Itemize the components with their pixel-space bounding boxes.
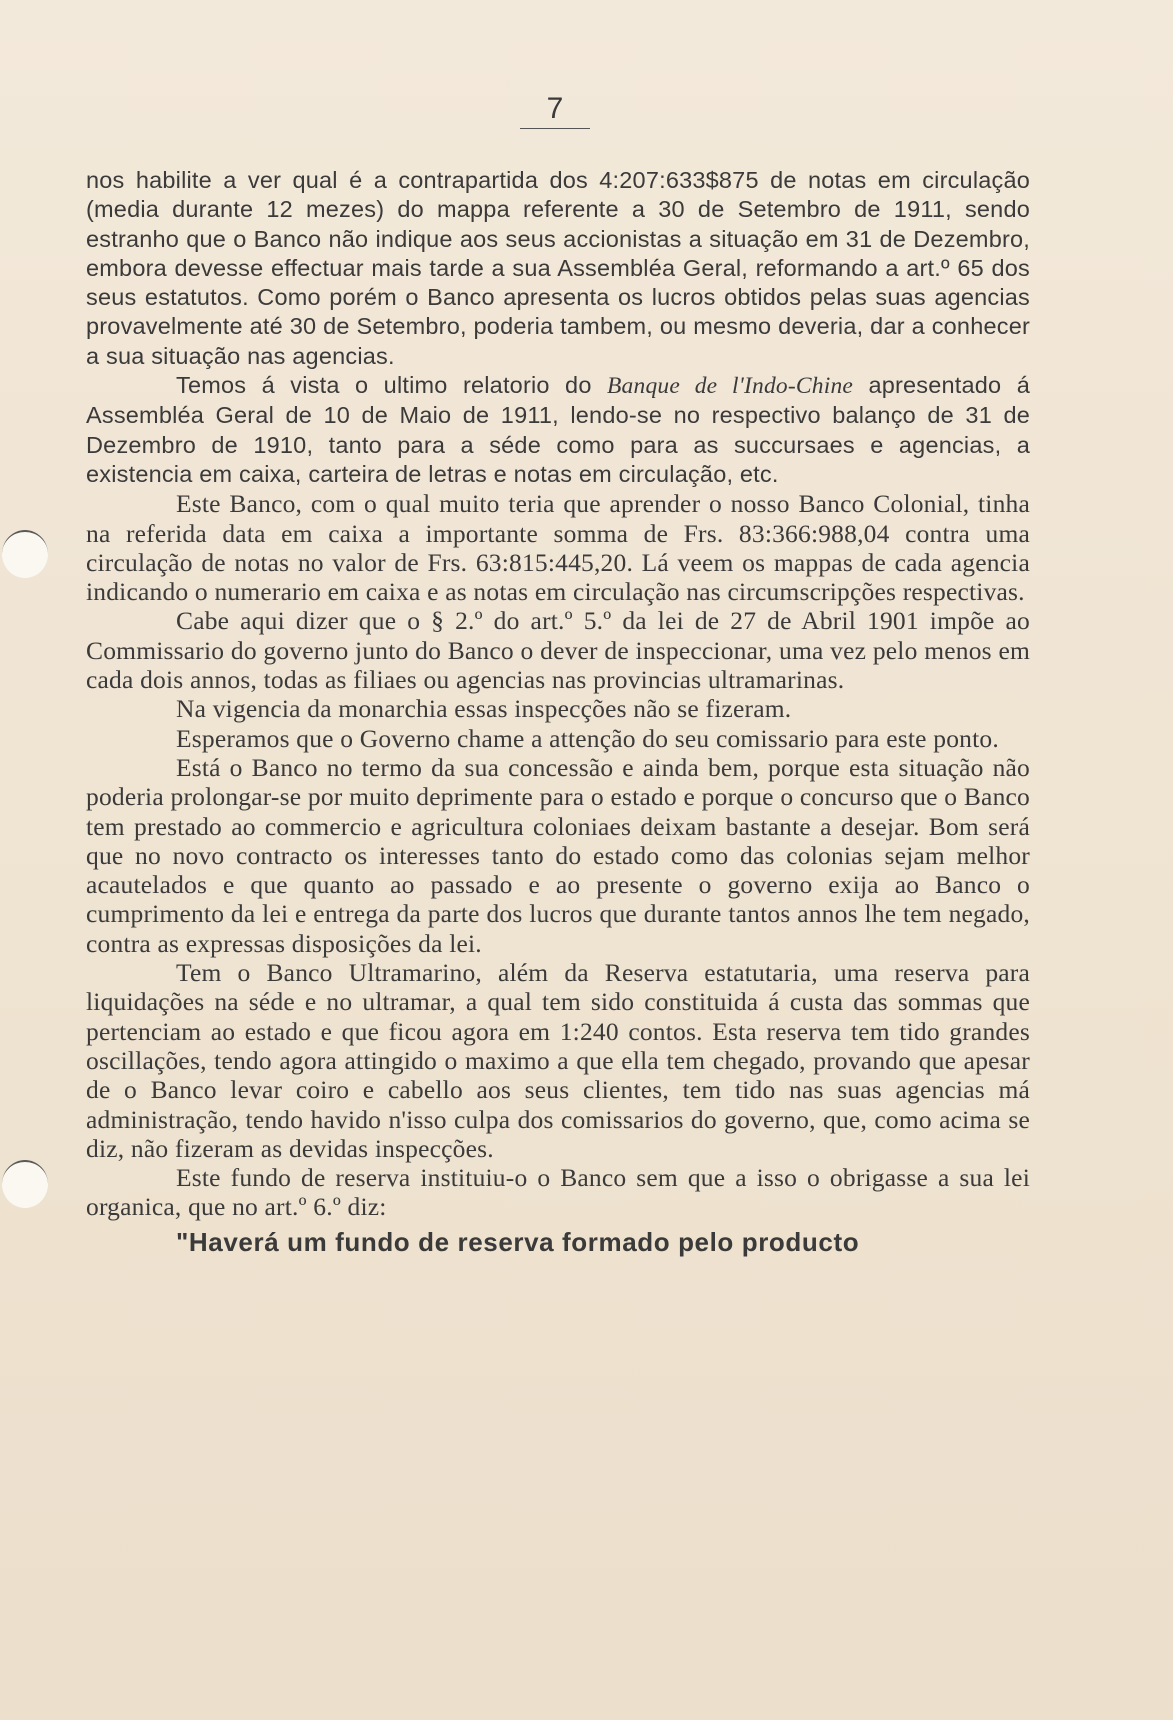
paragraph-5: Na vigencia da monarchia essas inspecções não se fizeram.	[176, 694, 792, 724]
paragraph-2-end: apresentado á Assembléa Geral de 10 de Maio de 1911, lendo-se no respectivo balanço de 31 de Dezembro de 1910, tanto para a séde como para as succursaes e agencias, a existencia em caixa, carteira de letras e notas em circulação, etc.	[86, 372, 1030, 487]
paragraph-4: Cabe aqui dizer que o § 2.º do art.º 5.º da lei de 27 de Abril 1901 impõe ao Commissario do governo junto do Banco o dever de inspeccionar, uma vez pelo menos em cada dois annos, todas as filiaes ou agencias nas provincias ultramarinas.	[86, 606, 1030, 695]
paragraph-2	[86, 371, 1030, 489]
paragraph-7: Está o Banco no termo da sua concessão e ainda bem, porque esta situação não poderia prolongar-se por muito deprimente para o estado e porque o concurso que o Banco tem prestado ao commercio e agricultura coloniaes deixam bastante a desejar. Bom será que no novo contracto os interesses tanto do estado como das colonias sejam melhor acautelados e que quanto ao passado e ao presente o governo exija ao Banco o cumprimento da lei e entrega da parte dos lucros que durante tantos annos lhe tem negado, contra as expressas disposições da lei.	[86, 752, 1030, 958]
paragraph-6: Esperamos que o Governo chame a attenção do seu comissario para este ponto.	[176, 723, 999, 753]
bank-name-italic: Banque de l'Indo-Chine	[607, 373, 854, 400]
quoted-heading: "Haverá um fundo de reserva formado pelo producto	[176, 1226, 860, 1257]
paragraph-3: Este Banco, com o qual muito teria que aprender o nosso Banco Colonial, tinha na referida data em caixa a importante somma de Frs. 83:366:988,04 contra uma circulação de notas no valor de Frs. 63:815:445,20. Lá veem os mappas de cada agencia indicando o numerario em caixa e as notas em circulação nas circumscripções respectivas.	[86, 489, 1030, 607]
paragraph-8: Tem o Banco Ultramarino, além da Reserva estatutaria, uma reserva para liquidações na séde e no ultramar, a qual tem sido constituida á custa das sommas que pertenciam ao estado e que ficou agora em 1:240 contos. Esta reserva tem tido grandes oscillações, tendo agora attingido o maximo a que ella tem chegado, provando que apesar de o Banco levar coiro e cabello aos seus clientes, tem tido nas suas agencias má administração, tendo havido n'isso culpa dos comissarios do governo, que, como acima se diz, não fizeram as devidas inspecções.	[86, 958, 1030, 1163]
punch-hole-bottom	[2, 1160, 48, 1208]
body-text	[86, 166, 1030, 1257]
paragraph-9: Este fundo de reserva instituiu-o o Banco sem que a isso o obrigasse a sua lei organica, que no art.º 6.º diz:	[86, 1163, 1030, 1222]
page-number: 7	[520, 92, 590, 129]
punch-hole-top	[2, 530, 48, 578]
paragraph-2-start: Temos á vista o ultimo relatorio do	[176, 372, 607, 399]
paragraph-1: nos habilite a ver qual é a contrapartida dos 4:207:633$875 de notas em circulação (media durante 12 mezes) do mappa referente a 30 de Setembro de 1911, sendo estranho que o Banco não indique aos seus accionistas a situação em 31 de Dezembro, embora devesse effectuar mais tarde a sua Assembléa Geral, reformando a art.º 65 dos seus estatutos. Como porém o Banco apresenta os lucros obtidos pelas suas agencias provavelmente até 30 de Setembro, poderia tambem, ou mesmo deveria, dar a conhecer a sua situação nas agencias.	[86, 167, 1030, 369]
